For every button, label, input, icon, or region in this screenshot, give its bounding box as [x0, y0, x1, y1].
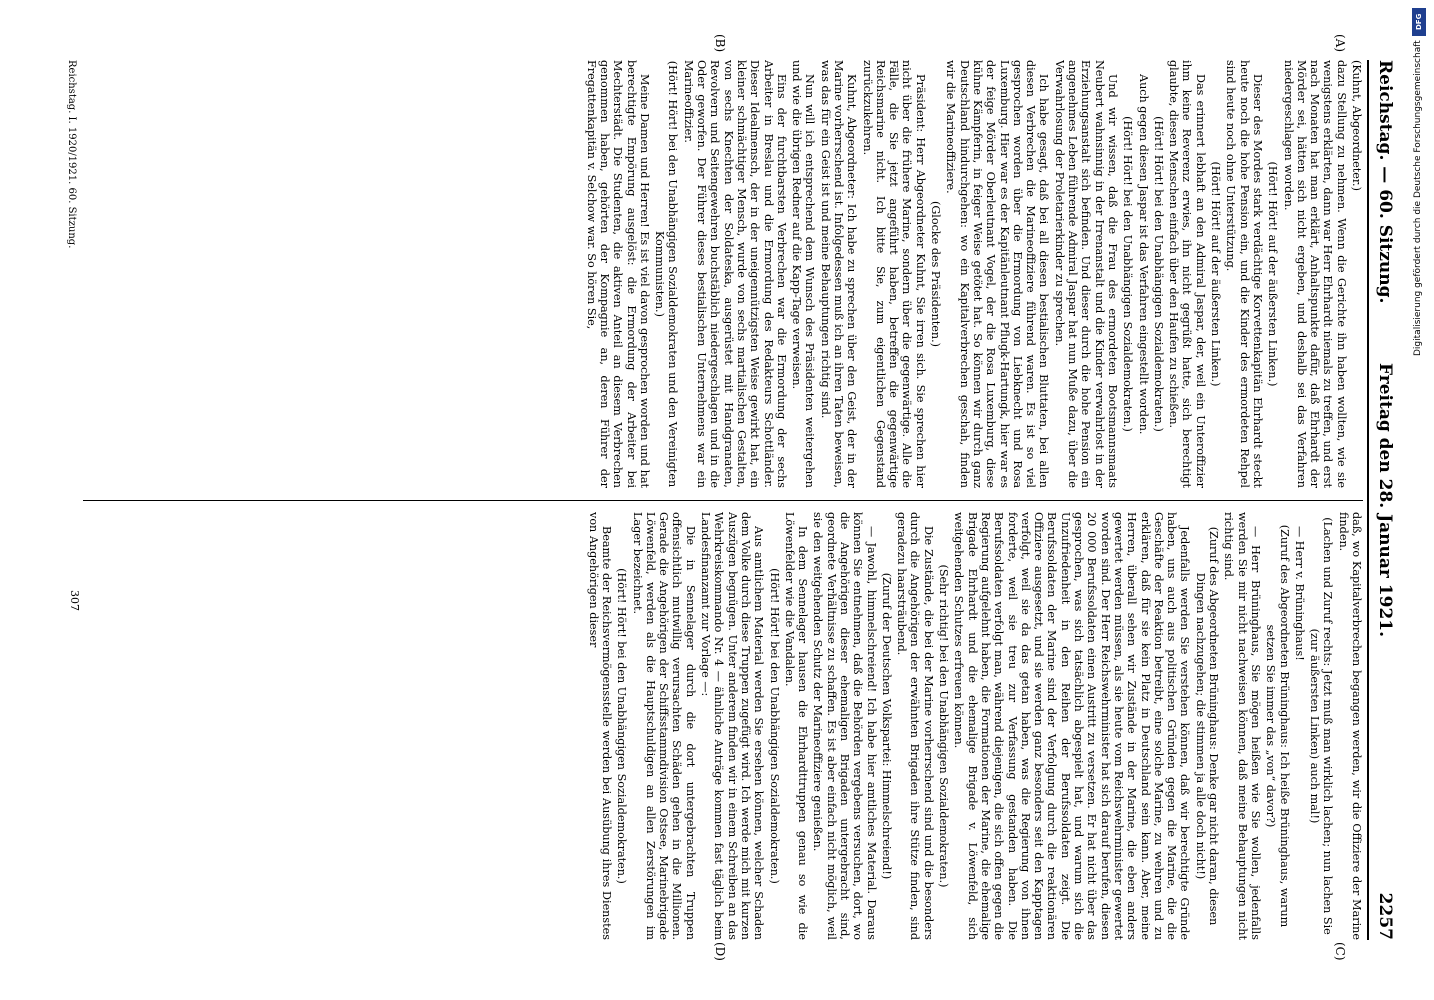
margin-letter-b: (B)	[713, 34, 727, 53]
column-divider	[83, 500, 1363, 501]
paragraph: (Zuruf der Deutschen Volkspartei: Himmelschreiend!)	[879, 572, 893, 880]
paragraph: In dem Sennelager hausen die Ehrhardttruppen genau so wie die Löwenfelder wie die Vandalen.	[782, 512, 810, 940]
paragraph: (Zuruf des Abgeordneten Brüninghaus: Denke gar nicht daran, diesen Dingen nachzugehen; die stimmen ja alle doch nicht!)	[1193, 526, 1221, 926]
paragraph: (Hört! Hört! bei den Unabhängigen Sozialdemokraten.)	[767, 568, 781, 884]
dfg-logo: DFG	[1412, 8, 1426, 36]
margin-letter-a: (A)	[1333, 34, 1347, 53]
paragraph: Das erinnert lebhaft an den Admiral Jaspar, der, weil ein Unteroffizier ihm keine Reverenz erwies, ihn nicht gegrüßt hatte, sich berechtigt glaubte, diesen Menschen einfach über den Haufen zu schießen.	[1167, 60, 1207, 488]
paragraph: — Jawohl, himmelschreiend! Ich habe hier amtliches Material. Daraus können Sie entnehmen, daß die Behörden vergebens versuchen, dort, wo die Angehörigen dieser ehemaligen Brigaden untergebracht sind, geordnete Verhältnisse zu schaffen. Es ist aber einfach nicht möglich, weil sie den weitgehenden Schutz der Marineoffiziere genießen.	[811, 512, 878, 940]
paragraph: Präsident: Herr Abgeordneter Kuhnt, Sie irren sich. Sie sprechen hier nicht über die frühere Marine, sondern über die gegenwärtige. Alle die Fälle, die Sie jetzt angeführt haben, betreffen die gegenwärtige Reichsmarine nicht. Ich bitte Sie, zum eigentlichen Gegenstand zurückzukehren.	[860, 60, 927, 488]
margin-letter-d: (D)	[713, 942, 727, 961]
paragraph: dazu Stellung zu nehmen. Wenn die Gerichte ihn haben wollten, wie sie wenigstens erklärten, dann war Herr Ehrhardt niemals zu treffen, und erst nach Monaten hat man erklärt, Anhaltspunkte dafür, daß Ehrhardt der Mörder sei, hätten sich nicht ergeben, und deshalb sei das Verfahren niedergeschlagen worden.	[1281, 60, 1348, 488]
paragraph: Auch gegen diesen Jaspar ist das Verfahren eingestellt worden.	[1136, 74, 1150, 435]
paragraph: Die Zustände, die bei der Marine vorherrschend sind und die besonders durch die Angehörigen der erwähnten Brigaden ihre Stütze finden, sind geradezu haarsträubend.	[895, 512, 935, 940]
paragraph: (Hört! Hört! bei den Unabhängigen Sozialdemokraten und den Vereinigten Kommunisten.)	[653, 60, 680, 488]
paragraph: Kuhnt, Abgeordneter: Ich habe zu sprechen über den Geist, der in der Marine vorherrschend ist. Infolgedessen muß ich an ihren Taten beweisen, was das für ein Geist ist und meine Behauptungen richtig sind.	[818, 60, 859, 488]
paragraph: Beamte der Reichsvermögensstelle werden bei Ausübung ihres Dienstes von Angehörigen dieser	[586, 512, 613, 940]
paragraph: Eins der furchtbarsten Verbrechen war die Ermordung der sechs Arbeiter in Breslau und die Ermordung des Redakteurs Schottländer. Dieser Idealmensch, der in der uneigennützigsten Weise gewirkt hat, ein kleiner schmächtiger Mensch, wurde von sechs martialischen Gestalten, von sechs Knechten der Soldateska, ausgerüstet mit Handgranaten, Revolvern und Seitengewehren buchstäblich niedergeschlagen und in die Oder geworfen. Der Führer dieses bestialischen Unternehmens war ein Marineoffizier.	[681, 60, 788, 488]
paragraph: Nun will ich entsprechend dem Wunsch des Präsidenten weitergehen und wie die übrigen Redner auf die Kapp-Tage verweisen.	[790, 60, 817, 488]
sheet-number: 307	[68, 590, 81, 611]
paragraph: (Hört! Hört! bei den Unabhängigen Sozialdemokraten.)	[1151, 116, 1165, 432]
paragraph: Die in Sennelager durch die dort untergebrachten Truppen offensichtlich mutwillig verursachten Schäden gehen in die Millionen. Gerade die Angehörigen der Schiffsstammdivision Ostsee, Marinebrigade Löwenfeld, werden als die Hauptschuldigen an allen Zerstörungen im Lager bezeichnet.	[630, 512, 697, 940]
paragraph: Dieser des Mordes stark verdächtige Korvettenkapitän Ehrhardt steckt heute noch die hohe Pension ein, und die Kinder des ermordeten Rehpel sind heute noch ohne Unterstützung.	[1224, 60, 1264, 488]
paragraph: Ich habe gesagt, daß bei all diesen bestialischen Bluttaten, bei allen diesen Verbrechen die Marineoffiziere führend waren. Es ist so viel gesprochen worden über die Ermordung von Liebknecht und Rosa Luxemburg. Hier war es der Kapitänleutnant Pflugk-Hartungk, hier war es der feige Mörder Oberleutnant Vogel, der die Rosa Luxemburg, diese kühne Kämpferin, in feiger Weise getötet hat. So können wir durch ganz Deutschland hindurchgehen: wo ein Kapitalverbrechen geschah, finden wir die Marineoffiziere.	[944, 60, 1051, 488]
paragraph: (Lachen und Zuruf rechts: Jetzt muß man wirklich lachen; nun lachen Sie (zur äußersten Linken) auch mal!)	[1308, 517, 1335, 935]
paragraph: (Sehr richtig! bei den Unabhängigen Sozialdemokraten.)	[937, 564, 951, 888]
left-column	[63, 60, 1363, 488]
paragraph: Meine Damen und Herren! Es ist viel davon gesprochen worden und hat berechtigte Empörung ausgelöst: die Ermordung der Arbeiter bei Mechterstädt. Die Studenten, die aktiven Anteil an diesem Verbrechen genommen haben, gehörten der Kompagnie an, deren Führer der Fregattenkapitän v. Selchow war. So hören Sie,	[584, 60, 651, 488]
rotated-page	[27, 30, 1407, 970]
header-date: Freitag den 28. Januar 1921.	[1375, 362, 1395, 638]
header-left: Reichstag. — 60. Sitzung.	[1375, 60, 1395, 304]
paragraph: (Kuhnt, Abgeordneter.)	[1350, 60, 1363, 191]
paragraph: Aus amtlichem Material werden Sie ersehen können, welcher Schaden dem Volke durch diese Truppen zugefügt wird. Ich werde mich mit kurzen Auszügen begnügen. Unter anderem finden wir in einem Schreiben an das Wehrkreiskommando Nr. 4 — ähnliche Anträge kommen fast täglich beim Landesfinanzamt zur Vorlage —:	[699, 512, 766, 940]
digitization-credit: Digitalisierung gefördert durch die Deutsche Forschungsgemeinschaft	[1413, 40, 1423, 356]
paragraph: — Herr v. Brüninghaus!	[1292, 526, 1306, 661]
paragraph: (Hört! Hört! auf der äußersten Linken.)	[1209, 161, 1223, 387]
right-column	[63, 512, 1363, 940]
paragraph: Jedenfalls werden Sie verstehen können, daß wir berechtigte Gründe haben, uns auch aus politischen Gründen gegen die Marine, die die Geschäfte der Reaktion betreibt, eine solche Marine, zu wehren und zu erklären, daß für sie kein Platz in Deutschland sein kann. Aber, meine Herren, überall sehen wir Zustände in der Marine, die eben anders gewertet werden müssen, als sie heute vom Reichswehrminister gewertet worden sind. Der Herr Reichswehrminister hat sich darauf berufen, diesen 20 000 Berufssoldaten einen Austritt zu versetzen. Er hat nicht über das gesprochen, was sich tatsächlich abgespielt hat, und warum sich die Unzufriedenheit in den Reihen der Berufssoldaten zeigt. Die Berufssoldaten der Marine sind der Verfolgung durch die reaktionären Offiziere ausgesetzt, und sie werden ganz besonders seit den Kapptagen verfolgt, weil sie da das getan haben, was die Regierung von ihnen forderte, weil sie treu zur Verfassung gestanden haben. Die Berufssoldaten verfolgt man, während diejenigen, die sich offen gegen die Regierung aufgelehnt haben, die Formationen der Marine, die ehemalige Brigade Ehrhardt und die ehemalige Brigade v. Löwenfeld, sich weitgehenden Schutzes erfreuen können.	[952, 512, 1192, 940]
paragraph: (Zuruf des Abgeordneten Brüninghaus: Ich heiße Brüninghaus, warum setzen Sie immer das „von“ davor?)	[1264, 524, 1291, 928]
paragraph: Und wir wissen, daß die Frau des ermordeten Bootsmannsmaats Neubert wahnsinnig in der Irrenanstalt und die Kinder verwahrlost in der Erziehungsanstalt sich befinden. Und dieser durch die hohe Pension ein angenehmes Leben führende Admiral Jaspar hat nun Muße dazu, über die Verwahrlosung der Proletarierkinder zu sprechen.	[1052, 60, 1119, 488]
page-header	[1367, 60, 1399, 940]
page-footer: Reichstag. I. 1920/1921. 60. Sitzung.	[66, 60, 77, 249]
paragraph: (Glocke des Präsidenten.)	[929, 200, 943, 347]
paragraph: (Hört! Hört! bei den Unabhängigen Sozialdemokraten.)	[1121, 116, 1135, 432]
page-number: 2257	[1375, 892, 1395, 940]
newspaper-page	[27, 30, 1407, 970]
margin-letter-c: (C)	[1333, 942, 1347, 961]
paragraph: (Hört! Hört! bei den Unabhängigen Sozialdemokraten.)	[615, 568, 629, 884]
paragraph: daß, wo Kapitalverbrechen begangen werden, wir die Offiziere der Marine finden.	[1336, 512, 1363, 940]
paragraph: — Herr Brüninghaus, Sie mögen heißen wie Sie wollen, jedenfalls werden Sie mir nicht nachweisen können, daß meine Behauptungen nicht richtig sind.	[1222, 512, 1262, 940]
paragraph: (Hört! Hört! auf der äußersten Linken.)	[1266, 161, 1280, 387]
